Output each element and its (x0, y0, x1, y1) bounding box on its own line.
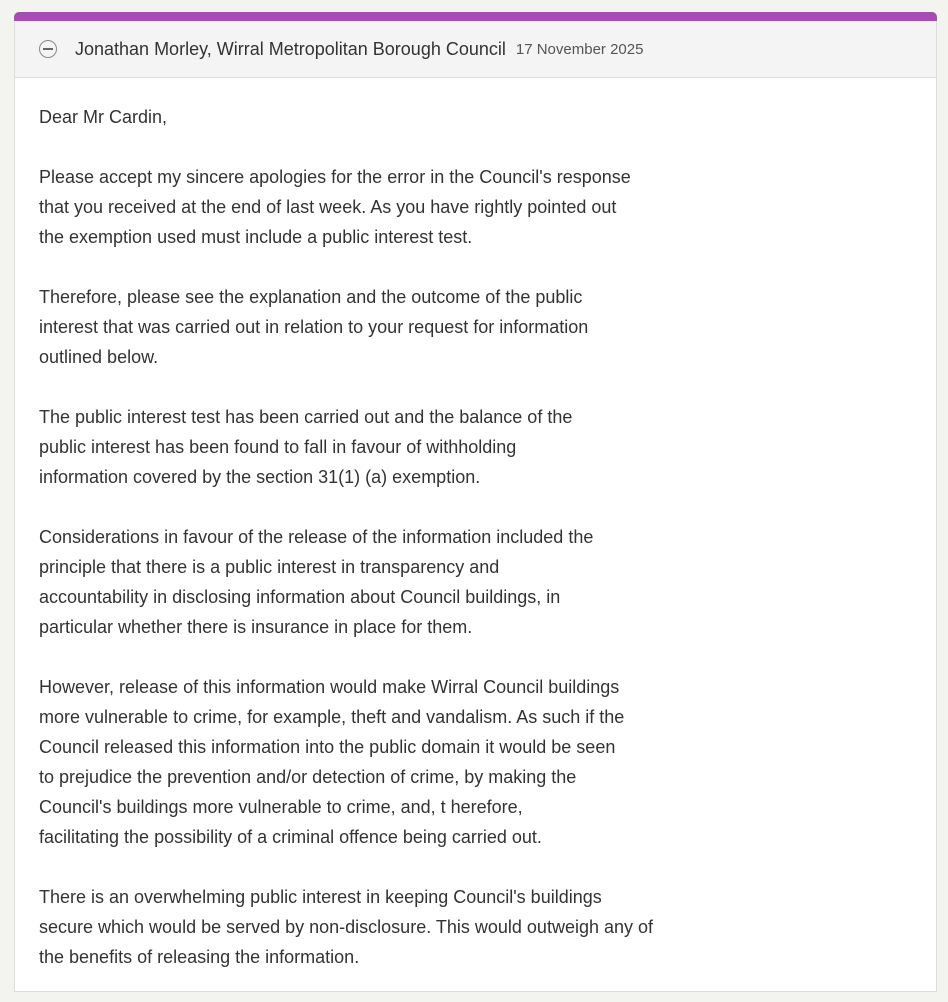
accent-bar (14, 12, 937, 21)
paragraph: However, release of this information would make Wirral Council buildings more vulnerable to crime, for example, theft and vandalism. As such if the Council released this information into the public domain it would be seen to prejudice the prevention and/or detection of crime, by making the Council's buildings more vulnerable to crime, and, t herefore, facilitating the possibility of a criminal offence being carried out. (39, 677, 625, 847)
paragraph: Please accept my sincere apologies for the error in the Council's response that you received at the end of last week. As you have rightly pointed out the exemption used must include a public interest test. (39, 167, 631, 247)
correspondence-item (14, 12, 937, 992)
message-date: 17 November 2025 (515, 40, 644, 58)
paragraph-salutation: Dear Mr Cardin, (39, 107, 168, 127)
correspondence-header[interactable] (15, 21, 936, 78)
paragraph: There is an overwhelming public interest in keeping Council's buildings secure which would be served by non-disclosure. This would outweigh any of the benefits of releasing the information. (39, 887, 654, 967)
sender-name[interactable]: Jonathan Morley, Wirral Metropolitan Borough Council (75, 38, 506, 59)
paragraph: The public interest test has been carried out and the balance of the public interest has been found to fall in favour of withholding information covered by the section 31(1) (a) exemption. (39, 407, 573, 487)
paragraph: Therefore, please see the explanation and the outcome of the public interest that was carried out in relation to your request for information outlined below. (39, 287, 589, 367)
paragraph: Considerations in favour of the release of the information included the principle that there is a public interest in transparency and accountability in disclosing information about Council buildings, in particular whether there is insurance in place for them. (39, 527, 594, 637)
message-body (39, 102, 699, 1002)
minus-circle-icon[interactable] (39, 40, 57, 58)
